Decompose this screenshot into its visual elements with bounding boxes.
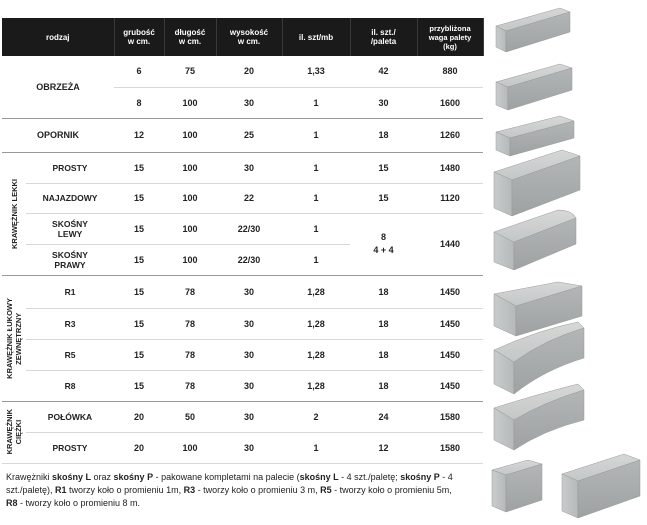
cell-per-pallet: 18 — [350, 308, 417, 339]
curb-image-lukowy-r8 — [494, 384, 584, 450]
footnote-bold: skośny L — [299, 472, 339, 482]
cell-length: 100 — [164, 432, 216, 463]
cell-per-pallet: 18 — [350, 370, 417, 401]
table-row — [2, 308, 483, 339]
row-name: R5 — [26, 339, 114, 370]
cell-length: 78 — [164, 370, 216, 401]
cell-weight: 1260 — [417, 118, 483, 152]
footnote-bold: R3 — [183, 485, 196, 495]
cell-per-pallet: 12 — [350, 432, 417, 463]
cell-height: 30 — [216, 432, 282, 463]
cell-height: 22/30 — [216, 244, 282, 275]
cell-per-mb: 2 — [282, 401, 350, 432]
row-name: POŁÓWKA — [26, 401, 114, 432]
cell-height: 30 — [216, 87, 282, 118]
cell-length: 78 — [164, 339, 216, 370]
cell-per-mb: 1 — [282, 152, 350, 183]
cell-per-mb: 1 — [282, 118, 350, 152]
cell-length: 100 — [164, 183, 216, 213]
cell-per-mb: 1,28 — [282, 339, 350, 370]
row-name: PROSTY — [26, 432, 114, 463]
cell-per-mb: 1 — [282, 183, 350, 213]
footnote — [6, 471, 461, 510]
per-pallet-total: 8 — [380, 232, 386, 242]
group-ciezki — [2, 401, 26, 463]
footnote-text: oraz — [91, 472, 114, 482]
header-thickness: grubość w cm. — [114, 18, 164, 56]
curb-image-ciezki-prosty — [562, 454, 640, 518]
cell-thickness: 6 — [114, 56, 164, 87]
curb-image-obrzeze-thin — [496, 8, 570, 52]
cell-length: 100 — [164, 244, 216, 275]
cell-weight: 1450 — [417, 308, 483, 339]
cell-thickness: 15 — [114, 370, 164, 401]
row-name: SKOŚNY LEWY — [26, 213, 114, 244]
cell-weight: 1580 — [417, 401, 483, 432]
cell-height: 25 — [216, 118, 282, 152]
cell-thickness: 15 — [114, 244, 164, 275]
table-row — [2, 401, 483, 432]
footnote-bold: skośny P — [400, 472, 440, 482]
footnote-bold: R8 — [6, 498, 18, 508]
cell-per-pallet: 18 — [350, 275, 417, 308]
cell-per-mb: 1,28 — [282, 370, 350, 401]
cell-height: 30 — [216, 370, 282, 401]
footnote-text: Krawężniki — [6, 472, 53, 482]
cell-thickness: 15 — [114, 183, 164, 213]
cell-per-mb: 1 — [282, 244, 350, 275]
cell-per-mb: 1 — [282, 213, 350, 244]
cell-thickness: 15 — [114, 152, 164, 183]
footnote-bold: skośny P — [113, 472, 154, 482]
cell-height: 30 — [216, 308, 282, 339]
group-lukowy — [2, 275, 26, 401]
cell-per-mb: 1,28 — [282, 275, 350, 308]
cell-weight: 1120 — [417, 183, 483, 213]
cell-length: 100 — [164, 87, 216, 118]
group-obrzeza: OBRZEŻA — [2, 56, 114, 118]
group-opornik: OPORNIK — [2, 118, 114, 152]
curb-image-najazdowy — [494, 210, 576, 270]
cell-weight: 1600 — [417, 87, 483, 118]
cell-height: 30 — [216, 401, 282, 432]
footnote-text: - 4 szt./paletę), — [6, 472, 453, 495]
cell-height: 30 — [216, 275, 282, 308]
cell-per-pallet: 24 — [350, 401, 417, 432]
table-row — [2, 56, 483, 87]
cell-thickness: 15 — [114, 213, 164, 244]
footnote-bold: R1 — [55, 485, 67, 495]
header-row — [2, 18, 483, 56]
table-row — [2, 152, 483, 183]
cell-length: 75 — [164, 56, 216, 87]
cell-weight: 1450 — [417, 275, 483, 308]
cell-per-pallet-merged — [350, 213, 417, 275]
cell-height: 30 — [216, 152, 282, 183]
footnote-bold: skośny L — [52, 472, 92, 482]
footnote-text: - 4 szt./paletę; — [338, 472, 401, 482]
cell-length: 78 — [164, 275, 216, 308]
cell-length: 50 — [164, 401, 216, 432]
header-weight: przybliżona waga palety (kg) — [417, 18, 483, 56]
footnote-text: - tworzy koło o promieniu 3 m, — [195, 485, 321, 495]
spec-table — [2, 18, 484, 464]
cell-weight: 1450 — [417, 370, 483, 401]
row-name: SKOŚNY PRAWY — [26, 244, 114, 275]
cell-per-pallet: 15 — [350, 183, 417, 213]
header-height: wysokość w cm. — [216, 18, 282, 56]
cell-per-pallet: 30 — [350, 87, 417, 118]
cell-weight: 1580 — [417, 432, 483, 463]
cell-per-pallet: 15 — [350, 152, 417, 183]
header-per-mb: il. szt/mb — [282, 18, 350, 56]
curb-image-polowka — [492, 460, 542, 512]
cell-length: 100 — [164, 118, 216, 152]
per-pallet-split: 4 + 4 — [373, 245, 394, 255]
cell-per-pallet: 18 — [350, 118, 417, 152]
cell-per-mb: 1,28 — [282, 308, 350, 339]
cell-thickness: 20 — [114, 401, 164, 432]
row-name: R8 — [26, 370, 114, 401]
cell-thickness: 15 — [114, 275, 164, 308]
cell-length: 100 — [164, 213, 216, 244]
table-row — [2, 275, 483, 308]
cell-per-mb: 1 — [282, 87, 350, 118]
table-row — [2, 339, 483, 370]
row-name: R1 — [26, 275, 114, 308]
header-type: rodzaj — [2, 18, 114, 56]
cell-per-mb: 1 — [282, 432, 350, 463]
table-row — [2, 118, 483, 152]
cell-weight: 1480 — [417, 152, 483, 183]
curb-image-lukowy — [494, 322, 584, 394]
cell-height: 30 — [216, 339, 282, 370]
row-name: NAJAZDOWY — [26, 183, 114, 213]
cell-weight-merged: 1440 — [417, 213, 483, 275]
cell-thickness: 8 — [114, 87, 164, 118]
footnote-text: - tworzy koło o promieniu 5m, — [331, 485, 452, 495]
header-length: długość w cm. — [164, 18, 216, 56]
cell-weight: 1450 — [417, 339, 483, 370]
cell-thickness: 12 — [114, 118, 164, 152]
cell-thickness: 15 — [114, 308, 164, 339]
table-row — [2, 432, 483, 463]
footnote-text: - pakowane kompletami na palecie ( — [153, 472, 300, 482]
curb-illustrations — [488, 4, 645, 524]
header-per-pallet: il. szt./ /paleta — [350, 18, 417, 56]
group-ciezki-label: KRAWĘŻNIK CIĘŻKI — [5, 409, 23, 455]
group-lekki — [2, 152, 26, 275]
footnote-bold: R5 — [320, 485, 332, 495]
cell-per-pallet: 42 — [350, 56, 417, 87]
cell-height: 22 — [216, 183, 282, 213]
table-row — [2, 370, 483, 401]
cell-thickness: 15 — [114, 339, 164, 370]
cell-per-pallet: 18 — [350, 339, 417, 370]
cell-thickness: 20 — [114, 432, 164, 463]
group-lekki-label: KRAWĘŻNIK LEKKI — [9, 178, 19, 249]
row-name: R3 — [26, 308, 114, 339]
curb-image-prosty — [494, 150, 580, 216]
group-lukowy-label: KRAWĘŻNIK ŁUKOWY ZEWNĘTRZNY — [5, 297, 23, 379]
cell-height: 22/30 — [216, 213, 282, 244]
curb-image-obrzeze — [496, 64, 572, 110]
footnote-text: tworzy koło o promieniu 1m, — [66, 485, 184, 495]
table-row — [2, 213, 483, 244]
cell-per-mb: 1,33 — [282, 56, 350, 87]
cell-weight: 880 — [417, 56, 483, 87]
row-name: PROSTY — [26, 152, 114, 183]
cell-length: 78 — [164, 308, 216, 339]
table-row — [2, 183, 483, 213]
cell-length: 100 — [164, 152, 216, 183]
cell-height: 20 — [216, 56, 282, 87]
footnote-text: - tworzy koło o promieniu 8 m. — [17, 498, 141, 508]
